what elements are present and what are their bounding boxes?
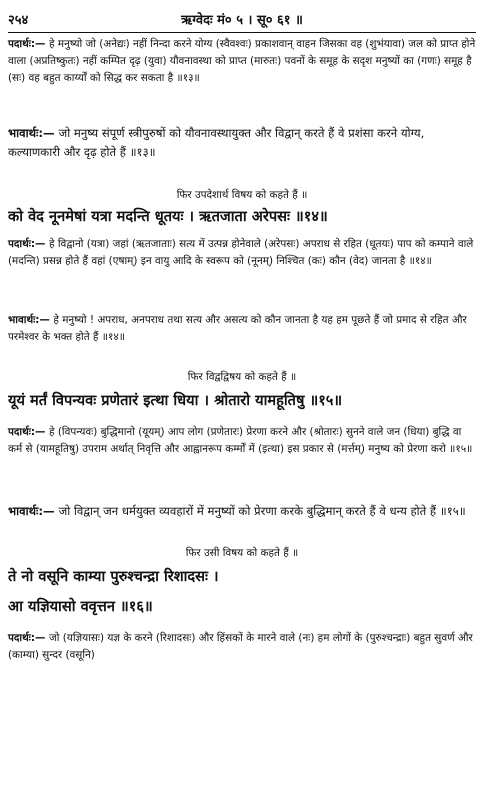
bhavarth-text: हे मनुष्यो ! अपराध, अनपराध तथा सत्य और असत्य को कौन जानता है यह हम पूछते हैं जो प्रमाद से रहित और परमेश्वर के भक्त होते हैं ॥१४॥ <box>8 314 467 344</box>
bhavarth-label: भावार्थः <box>8 126 39 140</box>
mantra-verse-16-line-2: आ यज्ञियासो ववृत्तन ॥१६॥ <box>8 598 153 615</box>
running-title: ऋग्वेदः मं० ५ । सू० ६१ ॥ <box>181 13 303 28</box>
mantra-verse-15: यूयं मर्तं विपन्यवः प्रणेतारं इत्था धिया । श्रोतारो यामहूतिषु ॥१५॥ <box>8 392 343 409</box>
section-heading: फिर विद्वद्विषय को कहते हैं ॥ <box>187 371 297 383</box>
padarth-paragraph: पदार्थः:— जो (यज्ञियासः) यज्ञ के करने (रिशादसः) और हिंसकों के मारने वाले (नः) हम लोगों के (पुरुश्चन्द्राः) बहुत सुवर्ण और (काम्या) सुन्दर (वसूनि) <box>8 632 473 662</box>
bhavarth-text: जो मनुष्य संपूर्ण स्त्रीपुरुषों को यौवनावस्थायुक्त और विद्वान् करते हैं वे प्रशंसा करने योग्य, कल्याणकारी और दृढ़ होते हैं ॥१३॥ <box>8 126 425 159</box>
page-number: २५४ <box>8 13 29 28</box>
padarth-text: हे विद्वानो (यत्रा) जहां (ऋतजाताः) सत्य में उत्पन्न होनेवाले (अरेपसः) अपराध से रहित (धूतयः) पाप को कम्पाने वाले (मदन्ति) प्रसन्न होते हैं वहां (एषाम्) इन वायु आदि के स्वरूप को (नूनम्) निश्चित (कः) कौन (वेद) जानता है ॥१४॥ <box>8 238 474 268</box>
padarth-paragraph: पदार्थः:— हे मनुष्यो जो (अनेद्यः) नहीं निन्दा करने योग्य (स्वैवश्वः) प्रकाशवान् वाहन जिसका वह (शुभंयावा) जल को प्राप्त होने वाला (अप्रतिष्कुतः) नहीं कम्पित दृढ़ (युवा) यौवनावस्था को प्राप्त (मारुतः) पवनों के समूह के सदृश मनुष्यों का (गणः) समूह है (सः) वह बहुत कार्य्यों को सिद्ध कर सकता है ॥१३॥ <box>8 38 476 85</box>
padarth-paragraph: पदार्थः:— हे (विपन्यवः) बुद्धिमानो (यूयम्) आप लोग (प्रणेतारः) प्रेरणा करने और (श्रोतारः) सुनने वाले जन (धिया) बुद्धि वा कर्म से (यामहूतिषु) उपराम अर्थात् निवृत्ति और आह्वानरूप कर्म्मों में (इत्था) इस प्रकार से (मर्त्तम्) मनुष्य को प्रेरणा करो ॥१५॥ <box>8 426 473 456</box>
mantra-verse-14: को वेद नूनमेषां यत्रा मदन्ति धूतयः । ऋतजाता अरेपसः ॥१४॥ <box>8 208 328 225</box>
page-header <box>8 6 476 33</box>
padarth-label: पदार्थः <box>8 426 31 438</box>
bhavarth-text: जो विद्वान् जन धर्मयुक्त व्यवहारों में मनुष्यों को प्रेरणा करके बुद्धिमान् करते हैं वे धन्य होते हैं ॥१५॥ <box>58 504 466 518</box>
padarth-paragraph: पदार्थः:— हे विद्वानो (यत्रा) जहां (ऋतजाताः) सत्य में उत्पन्न होनेवाले (अरेपसः) अपराध से रहित (धूतयः) पाप को कम्पाने वाले (मदन्ति) प्रसन्न होते हैं वहां (एषाम्) इन वायु आदि के स्वरूप को (नूनम्) निश्चित (कः) कौन (वेद) जानता है ॥१४॥ <box>8 238 474 268</box>
bhavarth-paragraph: भावार्थः:— जो विद्वान् जन धर्मयुक्त व्यवहारों में मनुष्यों को प्रेरणा करके बुद्धिमान् करते हैं वे धन्य होते हैं ॥१५॥ <box>8 504 466 518</box>
mantra-verse-16-line-1: ते नो वसूनि काम्या पुरुश्चन्द्रा रिशादसः । <box>8 568 219 585</box>
bhavarth-paragraph: भावार्थः:— हे मनुष्यो ! अपराध, अनपराध तथा सत्य और असत्य को कौन जानता है यह हम पूछते हैं जो प्रमाद से रहित और परमेश्वर के भक्त होते हैं ॥१४॥ <box>8 314 467 344</box>
padarth-text: हे (विपन्यवः) बुद्धिमानो (यूयम्) आप लोग (प्रणेतारः) प्रेरणा करने और (श्रोतारः) सुनने वाले जन (धिया) बुद्धि वा कर्म से (यामहूतिषु) उपराम अर्थात् निवृत्ति और आह्वानरूप कर्म्मों में (इत्था) इस प्रकार से (मर्त्तम्) मनुष्य को प्रेरणा करो ॥१५॥ <box>8 426 473 456</box>
padarth-label: पदार्थः <box>8 632 31 644</box>
padarth-text: जो (यज्ञियासः) यज्ञ के करने (रिशादसः) और हिंसकों के मारने वाले (नः) हम लोगों के (पुरुश्चन्द्राः) बहुत सुवर्ण और (काम्या) सुन्दर (वसूनि) <box>8 632 473 662</box>
section-heading: फिर उसी विषय को कहते हैं ॥ <box>185 547 299 559</box>
bhavarth-label: भावार्थः <box>8 314 36 326</box>
bhavarth-label: भावार्थः <box>8 504 39 518</box>
padarth-text: हे मनुष्यो जो (अनेद्यः) नहीं निन्दा करने योग्य (स्वैवश्वः) प्रकाशवान् वाहन जिसका वह (शुभंयावा) जल को प्राप्त होने वाला (अप्रतिष्कुतः) नहीं कम्पित दृढ़ (युवा) यौवनावस्था को प्राप्त (मारुतः) पवनों के समूह के सदृश मनुष्यों का (गणः) समूह है (सः) वह बहुत कार्य्यों को सिद्ध कर सकता है ॥१३॥ <box>8 38 476 85</box>
padarth-label: पदार्थः <box>8 38 31 50</box>
padarth-label: पदार्थः <box>8 238 31 250</box>
section-heading: फिर उपदेशार्थ विषय को कहते हैं ॥ <box>176 189 308 201</box>
bhavarth-paragraph: भावार्थः:— जो मनुष्य संपूर्ण स्त्रीपुरुषों को यौवनावस्थायुक्त और विद्वान् करते हैं वे प्रशंसा करने योग्य, कल्याणकारी और दृढ़ होते हैं ॥१३॥ <box>8 126 425 159</box>
